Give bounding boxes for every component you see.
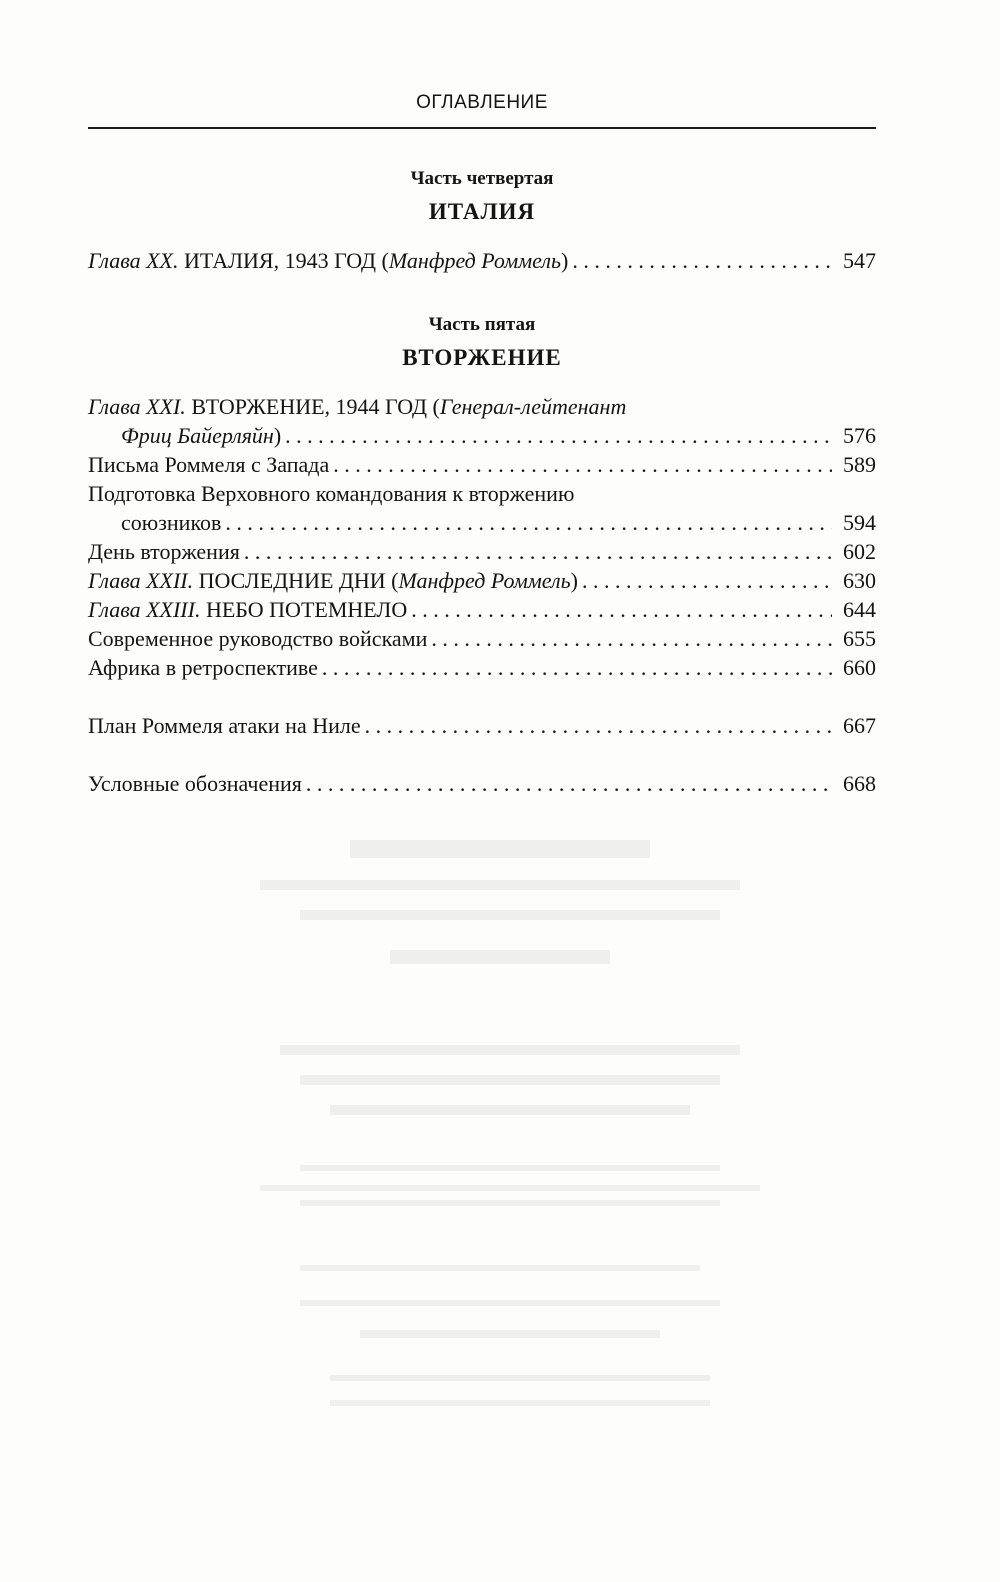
entry-title: Подготовка Верховного командования к вторжению	[88, 481, 575, 506]
chapter-author-cont: Фриц Байерляйн	[121, 423, 274, 448]
leader-dots	[582, 566, 832, 595]
chapter-title: ИТАЛИЯ, 1943 ГОД (	[183, 248, 389, 273]
part-five-label: Часть пятая	[428, 314, 536, 335]
toc-entry-modern-command[interactable]	[88, 624, 876, 653]
leader-dots	[285, 421, 832, 450]
toc-entry-chapter-22[interactable]	[88, 566, 876, 595]
toc-entry-preparation[interactable]	[88, 479, 876, 537]
page-number: 660	[843, 655, 876, 680]
chapter-close-paren: )	[570, 568, 578, 593]
page-number: 589	[843, 452, 876, 477]
chapter-prefix: Глава XXII.	[88, 568, 194, 593]
leader-dots	[333, 450, 832, 479]
chapter-author: Манфред Роммель	[398, 568, 571, 593]
entry-title: Письма Роммеля с Запада	[88, 452, 330, 477]
page-number: 594	[843, 510, 876, 535]
chapter-prefix: Глава XX.	[88, 248, 179, 273]
page-number: 668	[843, 771, 876, 796]
page-number: 547	[843, 248, 876, 273]
entry-title: Африка в ретроспективе	[88, 655, 318, 680]
leader-dots	[322, 653, 832, 682]
chapter-title: НЕБО ПОТЕМНЕЛО	[205, 597, 408, 622]
page-number: 655	[843, 626, 876, 651]
chapter-title: ВТОРЖЕНИЕ, 1944 ГОД (	[191, 394, 440, 419]
chapter-prefix: Глава XXI.	[88, 394, 186, 419]
leader-dots	[365, 711, 832, 740]
page-number: 602	[843, 539, 876, 564]
leader-dots	[244, 537, 832, 566]
part-five-title: ВТОРЖЕНИЕ	[402, 345, 562, 370]
entry-title: День вторжения	[88, 539, 240, 564]
chapter-prefix: Глава XXIII.	[88, 597, 201, 622]
chapter-author: Манфред Роммель	[388, 248, 561, 273]
entry-title-cont: союзников	[121, 510, 222, 535]
header-rule	[88, 127, 876, 129]
bleed-through-texture	[0, 800, 1000, 1500]
part-four-label: Часть четвертая	[410, 168, 554, 189]
leader-dots	[306, 769, 832, 798]
page-number: 644	[843, 597, 876, 622]
toc-entry-africa-retrospective[interactable]	[88, 653, 876, 682]
leader-dots	[431, 624, 832, 653]
toc-entry-legend[interactable]	[88, 769, 876, 798]
toc-entry-chapter-21[interactable]	[88, 392, 876, 450]
page-number: 630	[843, 568, 876, 593]
toc-entry-letters[interactable]	[88, 450, 876, 479]
page-number: 576	[843, 423, 876, 448]
toc-entry-chapter-20[interactable]	[88, 246, 876, 275]
entry-title: Современное руководство войсками	[88, 626, 428, 651]
entry-title: Условные обозначения	[88, 771, 302, 796]
leader-dots	[225, 508, 832, 537]
toc-entry-nile-plan[interactable]	[88, 711, 876, 740]
toc-entry-chapter-23[interactable]	[88, 595, 876, 624]
entry-title: План Роммеля атаки на Ниле	[88, 713, 361, 738]
leader-dots	[572, 246, 832, 275]
page-number: 667	[843, 713, 876, 738]
chapter-author: Генерал-лейтенант	[439, 394, 627, 419]
toc-entry-invasion-day[interactable]	[88, 537, 876, 566]
leader-dots	[411, 595, 832, 624]
page-header: ОГЛАВЛЕНИЕ	[416, 92, 548, 113]
chapter-close-paren: )	[561, 248, 569, 273]
chapter-close-paren: )	[273, 423, 282, 448]
chapter-title: ПОСЛЕДНИЕ ДНИ (	[198, 568, 399, 593]
part-four-title: ИТАЛИЯ	[428, 199, 536, 224]
